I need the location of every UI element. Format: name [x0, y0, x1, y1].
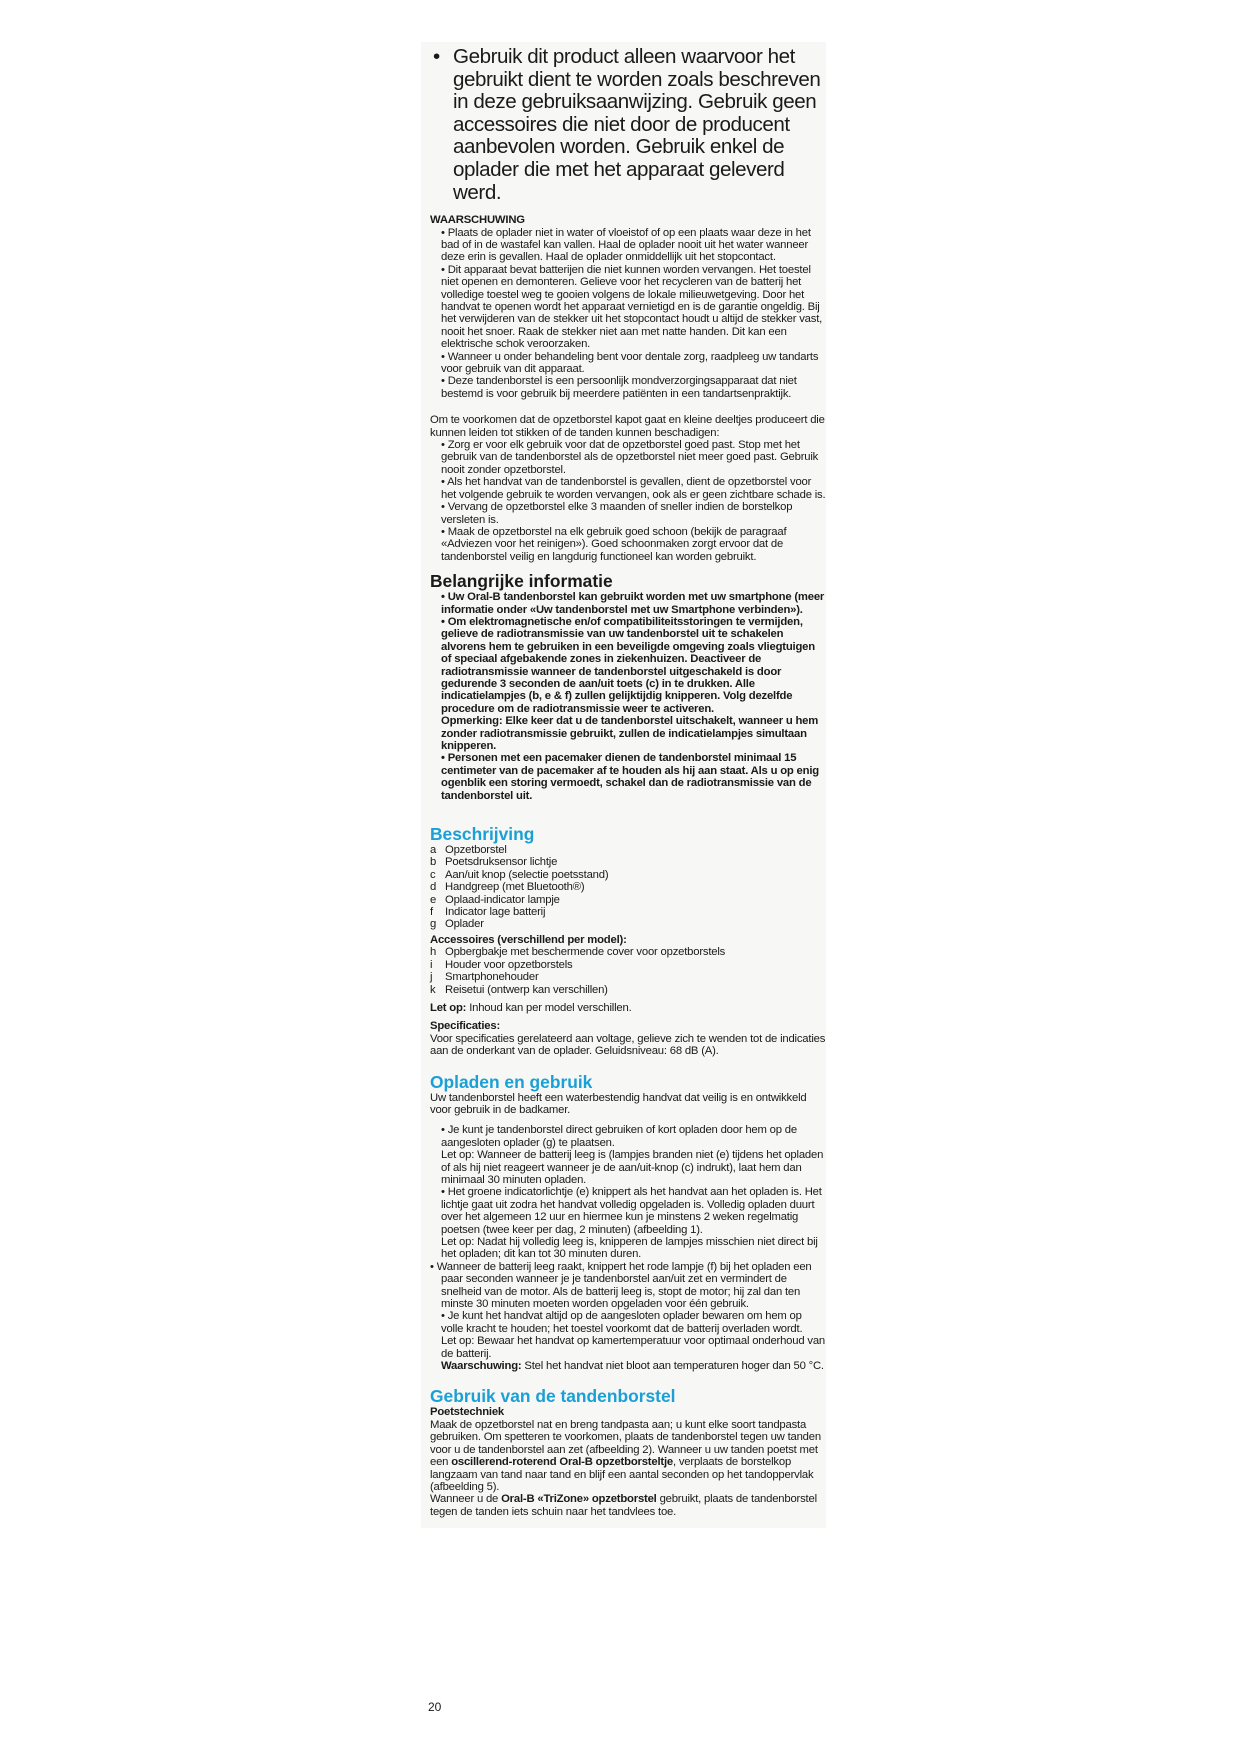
intro-paragraph: [433, 42, 826, 204]
prevent-block: [430, 414, 826, 563]
accessory-item: k Reisetui (ontwerp kan verschillen): [430, 983, 608, 996]
charging-para: • Het groene indicatorlichtje (e) knippert als het handvat aan het opladen is. Het lichtje gaat uit zodra het handvat volledig opgeladen is. Volledig opladen duurt over het algemeen 12 uur en hiermee kun je minstens 2 weken regelmatig poetsen (twee keer per dag, 2 minuten) (afbeelding 1).: [441, 1186, 822, 1236]
part-item: d Handgreep (met Bluetooth®): [430, 881, 585, 894]
page-number: 20: [428, 1700, 442, 1714]
important-item: • Personen met een pacemaker dienen de tandenborstel minimaal 15 centimeter van de pacemaker af te houden als hij aan staat. Als u op enig ogenblik een storing vermoedt, schakel dan de radiotransmissie van de tandenborstel uit.: [441, 752, 819, 802]
text-column: [421, 42, 826, 1528]
important-heading: Belangrijke informatie: [430, 571, 613, 592]
charging-para: Let op: Nadat hij volledig leeg is, knipperen de lampjes misschien niet direct bij het opladen; dit kan tot 30 minuten duren.: [441, 1236, 818, 1261]
usage-subtitle: Poetstechniek: [430, 1406, 504, 1419]
accessory-item: i Houder voor opzetborstels: [430, 958, 573, 971]
charging-para: Let op: Wanneer de batterij leeg is (lampjes branden niet (e) tijdens het opladen of als hij niet reageert wanneer je de aan/uit-knop (c) indrukt), laat hem dan minimaal 30 minuten opladen.: [441, 1149, 824, 1186]
intro-text: Gebruik dit product alleen waarvoor het gebruikt dient te worden zoals beschreven in deze gebruiksaanwijzing. Gebruik geen accessoires die niet door de producent aanbevolen worden. Gebruik enkel de oplader die met het apparaat geleverd werd.: [453, 45, 821, 204]
part-item: b Poetsdruksensor lichtje: [430, 856, 558, 869]
spec-title: Specificaties:: [430, 1020, 501, 1033]
part-item: c Aan/uit knop (selectie poetsstand): [430, 868, 609, 881]
prevent-item: • Zorg er voor elk gebruik voor dat de opzetborstel goed past. Stop met het gebruik van de tandenborstel als de opzetborstel niet meer goed past. Gebruik nooit zonder opzetborstel.: [441, 439, 819, 476]
bullet-icon: •: [433, 45, 440, 68]
usage-text: Wanneer u de Oral-B «TriZone» opzetborstel gebruikt, plaats de tandenborstel tegen de tanden iets schuin naar het tandvlees toe.: [430, 1493, 817, 1518]
accessory-item: h Opbergbakje met beschermende cover voor opzetborstels: [430, 946, 726, 959]
prevent-item: • Maak de opzetborstel na elk gebruik goed schoon (bekijk de paragraaf «Adviezen voor het reinigen»). Goed schoonmaken zorgt ervoor dat de tandenborstel veilig en langdurig functioneel kan worden gebruikt.: [441, 525, 787, 563]
important-note: Opmerking: Elke keer dat u de tandenborstel uitschakelt, wanneer u hem zonder radiotransmissie gebruikt, zullen de indicatielampjes simultaan knipperen.: [441, 715, 819, 752]
charging-warning: Waarschuwing: Stel het handvat niet bloot aan temperaturen hoger dan 50 °C.: [441, 1360, 824, 1373]
charging-lead: Uw tandenborstel heeft een waterbestendig handvat dat veilig is en ontwikkeld voor gebruik in de badkamer.: [430, 1091, 807, 1116]
spec-text: Voor specificaties gerelateerd aan voltage, gelieve zich te wenden tot de indicaties aan de onderkant van de oplader. Geluidsniveau: 68 dB (A).: [430, 1032, 826, 1058]
warning-item: • Deze tandenborstel is een persoonlijk mondverzorgingsapparaat dat niet bestemd is voor gebruik bij meerdere patiënten in een tandartsenpraktijk.: [441, 375, 797, 400]
warning-block: [430, 214, 826, 400]
description-section: [430, 824, 826, 1058]
prevent-lead: Om te voorkomen dat de opzetborstel kapot gaat en kleine deeltjes produceert die kunnen leiden tot stikken of de tanden kunnen beschadigen:: [430, 414, 825, 439]
accessory-item: j Smartphonehouder: [430, 971, 539, 984]
prevent-item: • Vervang de opzetborstel elke 3 maanden of sneller indien de borstelkop versleten is.: [441, 501, 793, 526]
usage-text: Maak de opzetborstel nat en breng tandpasta aan; u kunt elke soort tandpasta gebruiken. Om spetteren te voorkomen, plaats de tandenborstel tegen uw tanden voor u de tandenborstel aan zet (afbeelding 2). Wanneer u uw tanden poetst met een oscillerend-roterend Oral-B opzetborsteltje, verplaats de borstelkop langzaam van tand naar tand en blijf een aantal seconden op het tandoppervlak (afbeelding 5).: [430, 1418, 821, 1493]
charging-section: [430, 1072, 826, 1373]
warning-item: • Wanneer u onder behandeling bent voor dentale zorg, raadpleeg uw tandarts voor gebruik van dit apparaat.: [441, 350, 819, 376]
description-heading: Beschrijving: [430, 824, 535, 845]
charging-para: • Wanneer de batterij leeg raakt, knippert het rode lampje (f) bij het opladen een paar seconden wanneer je je tandenborstel aan/uit zet en vermindert de snelheid van de motor. Als de batterij leeg is, stopt de motor; hij zal dan ten minste 30 minuten moeten worden opgeladen voor één gebruik.: [430, 1260, 812, 1311]
warning-title: WAARSCHUWING: [430, 214, 525, 227]
part-item: f Indicator lage batterij: [430, 906, 546, 919]
part-item: g Oplader: [430, 918, 484, 931]
important-item: • Om elektromagnetische en/of compatibiliteitsstoringen te vermijden, gelieve de radiotransmissie van uw tandenborstel uit te schakelen alvorens hem te gebruiken in een beveiligde omgeving zoals vliegtuigen of speciaal afgebakende zones in ziekenhuizen. Deactiveer de radiotransmissie wanneer de tandenborstel uitgeschakeld is door gedurende 3 seconden de aan/uit toets (c) in te drukken. Alle indicatielampjes (b, e & f) zullen gelijktijdig knipperen. Volg dezelfde procedure om de radiotransmissie weer te activeren.: [441, 615, 815, 715]
charging-heading: Opladen en gebruik: [430, 1071, 593, 1092]
charging-para: Let op: Bewaar het handvat op kamertemperatuur voor optimaal onderhoud van de batterij.: [441, 1335, 825, 1360]
usage-section: [430, 1386, 826, 1518]
usage-heading: Gebruik van de tandenborstel: [430, 1386, 676, 1407]
accessories-title: Accessoires (verschillend per model):: [430, 933, 627, 946]
warning-item: • Plaats de oplader niet in water of vloeistof of op een plaats waar deze in het bad of in de wastafel kan vallen. Haal de oplader nooit uit het water wanneer deze erin is gevallen. Haal de oplader onmiddellijk uit het stopcontact.: [441, 226, 811, 264]
part-item: a Opzetborstel: [430, 844, 507, 857]
part-item: e Oplaad-indicator lampje: [430, 893, 560, 906]
content-note: Let op: Inhoud kan per model verschillen.: [430, 1001, 632, 1014]
charging-para: • Je kunt je tandenborstel direct gebruiken of kort opladen door hem op de aangesloten oplader (g) te plaatsen.: [441, 1124, 797, 1149]
important-block: [430, 571, 826, 802]
charging-para: • Je kunt het handvat altijd op de aangesloten oplader bewaren om hem op volle kracht te houden; het toestel voorkomt dat de batterij overladen wordt.: [441, 1310, 803, 1335]
warning-item: • Dit apparaat bevat batterijen die niet kunnen worden vervangen. Het toestel niet openen en demonteren. Gelieve voor het recycleren van de batterij het volledige toestel weg te gooien volgens de lokale milieuwetgeving. Door het handvat te openen wordt het apparaat vernietigd en is de garantie ongeldig. Bij het verwijderen van de stekker uit het stopcontact houdt u altijd de stekker vast, nooit het snoer. Raak de stekker niet aan met natte handen. Dit kan een elektrische schok veroorzaken.: [441, 263, 823, 351]
important-item: • Uw Oral-B tandenborstel kan gebruikt worden met uw smartphone (meer informatie onder «Uw tandenborstel met uw Smartphone verbinden»).: [441, 591, 825, 616]
prevent-item: • Als het handvat van de tandenborstel is gevallen, dient de opzetborstel voor het volgende gebruik te worden vervangen, ook als er geen zichtbare schade is.: [441, 476, 826, 501]
